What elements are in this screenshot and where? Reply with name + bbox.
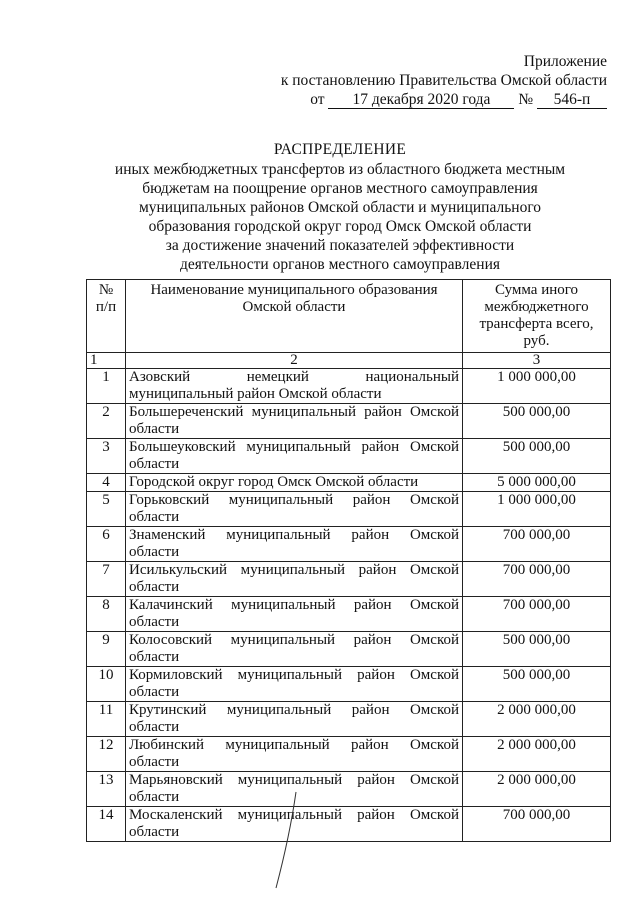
row-number: 8 [87, 597, 126, 632]
table-row [87, 492, 611, 527]
municipality-name: Марьяновский муниципальный район Омской области [126, 772, 463, 807]
row-number: 7 [87, 562, 126, 597]
header-number-line: № [98, 282, 114, 298]
table-row [87, 737, 611, 772]
municipality-name: Городской округ город Омск Омской области [126, 474, 463, 492]
table-row [87, 807, 611, 842]
municipality-name: Кормиловский муниципальный район Омской области [126, 667, 463, 702]
transfer-sum: 700 000,00 [463, 597, 611, 632]
municipality-name: Исилькульский муниципальный район Омской области [126, 562, 463, 597]
header-number [87, 280, 126, 353]
header-name: Наименование муниципального образования Омской области [126, 280, 463, 353]
municipality-name: Большеуковский муниципальный район Омской области [126, 439, 463, 474]
row-number: 2 [87, 404, 126, 439]
header-number-line: п/п [95, 299, 117, 315]
appendix-title: Приложение [523, 53, 607, 70]
row-number: 3 [87, 439, 126, 474]
table-row [87, 667, 611, 702]
heading-title: РАСПРЕДЕЛЕНИЕ [273, 141, 407, 158]
transfer-sum: 500 000,00 [463, 667, 611, 702]
table-row [87, 369, 611, 404]
row-number: 9 [87, 632, 126, 667]
heading-line: иных межбюджетных трансфертов из областного бюджета местным [114, 161, 566, 178]
column-index-row [87, 353, 611, 369]
row-number: 10 [87, 667, 126, 702]
table-row [87, 404, 611, 439]
heading-line: за достижение значений показателей эффективности [165, 237, 515, 254]
transfer-sum: 700 000,00 [463, 807, 611, 842]
row-number: 11 [87, 702, 126, 737]
transfer-sum: 700 000,00 [463, 527, 611, 562]
table-row [87, 772, 611, 807]
row-number: 1 [87, 369, 126, 404]
table-row [87, 474, 611, 492]
municipality-name: Азовский немецкий национальный муниципальный район Омской области [126, 369, 463, 404]
municipality-name: Знаменский муниципальный район Омской области [126, 527, 463, 562]
table-row [87, 597, 611, 632]
municipality-name: Любинский муниципальный район Омской области [126, 737, 463, 772]
header-sum-line: межбюджетного [484, 299, 589, 315]
transfer-sum: 2 000 000,00 [463, 772, 611, 807]
appendix-subtitle: к постановлению Правительства Омской области [280, 72, 607, 89]
heading-line: образования городской округ город Омск Омской области [148, 218, 532, 235]
municipality-name: Крутинский муниципальный район Омской области [126, 702, 463, 737]
document-heading [60, 140, 620, 274]
table-header-row [87, 280, 611, 353]
distribution-table [86, 279, 611, 842]
heading-line: бюджетам на поощрение органов местного самоуправления [142, 180, 538, 197]
row-number: 13 [87, 772, 126, 807]
row-number: 5 [87, 492, 126, 527]
header-sum-line: трансферта всего, руб. [479, 316, 594, 349]
header-sum [463, 280, 611, 353]
row-number: 4 [87, 474, 126, 492]
transfer-sum: 2 000 000,00 [463, 737, 611, 772]
appendix-block [281, 52, 607, 109]
transfer-sum: 1 000 000,00 [463, 492, 611, 527]
heading-line: деятельности органов местного самоуправления [180, 256, 500, 273]
appendix-date-line [281, 90, 607, 109]
pen-stroke-mark [272, 790, 302, 890]
municipality-name: Горьковский муниципальный район Омской области [126, 492, 463, 527]
table-row [87, 439, 611, 474]
municipality-name: Москаленский муниципальный район Омской области [126, 807, 463, 842]
municipality-name: Колосовский муниципальный район Омской области [126, 632, 463, 667]
column-index: 3 [463, 353, 611, 369]
municipality-name: Калачинский муниципальный район Омской области [126, 597, 463, 632]
date-prefix: от [310, 91, 325, 108]
header-sum-line: Сумма иного [494, 282, 579, 298]
transfer-sum: 1 000 000,00 [463, 369, 611, 404]
number-sign: № [518, 91, 534, 108]
transfer-sum: 500 000,00 [463, 632, 611, 667]
table-body [87, 353, 611, 842]
heading-line: муниципальных районов Омской области и муниципального [138, 199, 542, 216]
table-row [87, 527, 611, 562]
row-number: 6 [87, 527, 126, 562]
row-number: 12 [87, 737, 126, 772]
row-number: 14 [87, 807, 126, 842]
table-row [87, 632, 611, 667]
table-row [87, 702, 611, 737]
transfer-sum: 5 000 000,00 [463, 474, 611, 492]
resolution-date: 17 декабря 2020 года [328, 92, 514, 109]
column-index: 2 [126, 353, 463, 369]
transfer-sum: 2 000 000,00 [463, 702, 611, 737]
transfer-sum: 500 000,00 [463, 439, 611, 474]
resolution-number: 546-п [537, 92, 607, 109]
transfer-sum: 700 000,00 [463, 562, 611, 597]
municipality-name: Большереченский муниципальный район Омской области [126, 404, 463, 439]
transfer-sum: 500 000,00 [463, 404, 611, 439]
table-row [87, 562, 611, 597]
column-index: 1 [87, 353, 126, 369]
